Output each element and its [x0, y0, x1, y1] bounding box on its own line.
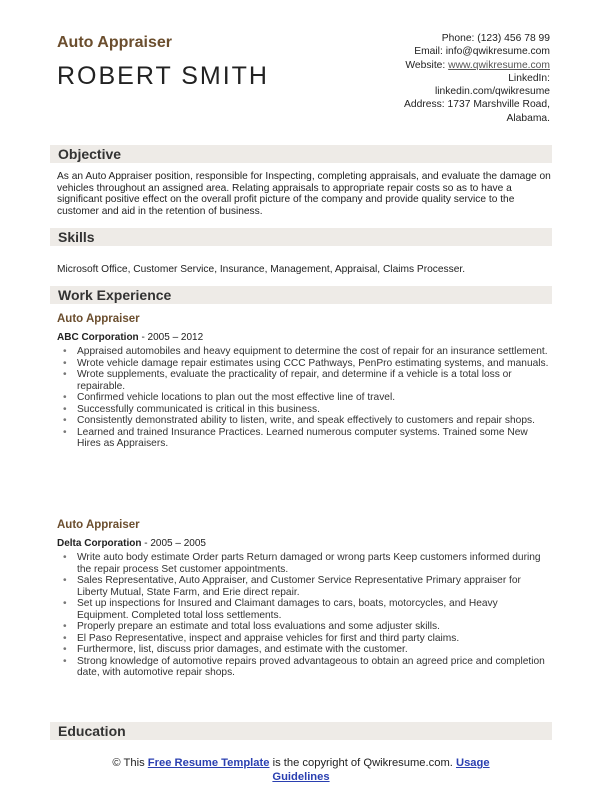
list-item: • Furthermore, list, discuss prior damages, and estimate with the customer.	[57, 644, 551, 656]
section-title-objective: Objective	[58, 146, 122, 162]
copyright-footer: © This Free Resume Template is the copyright of Qwikresume.com. Usage Guidelines	[112, 757, 490, 783]
website-link[interactable]: www.qwikresume.com	[448, 59, 550, 71]
usage-guidelines-link[interactable]: Usage	[456, 757, 490, 769]
objective-text: As an Auto Appraiser position, responsible for Inspecting, completing appraisals, and evaluate the damage on vehicles throughout an assigned area. Relating appraisals to appropriate repair costs so as to have a significant positive effect on the overall profit picture of the company and provide quality service to the customer and aid in the retention of business.	[57, 171, 551, 217]
resume-job-title: Auto Appraiser	[57, 34, 172, 51]
contact-linkedin-label: LinkedIn:	[508, 72, 550, 84]
email-value: info@qwikresume.com	[445, 46, 550, 58]
list-item: • Learned and trained Insurance Practices. Learned numerous computer systems. Trained some New Hires as Appraisers.	[57, 427, 551, 450]
contact-block	[290, 32, 550, 125]
contact-email: Email: info@qwikresume.com	[414, 46, 550, 58]
list-item: • Wrote supplements, evaluate the practicality of repair, and determine if a vehicle is a total loss or repairable.	[57, 369, 551, 392]
job-company: ABC Corporation - 2005 – 2012	[57, 332, 204, 343]
list-item: • Strong knowledge of automotive repairs proved advantageous to obtain an agreed price and completion date, with automotive repair shops.	[57, 656, 551, 679]
list-item: • El Paso Representative, inspect and appraise vehicles for first and third party claims.	[57, 633, 551, 645]
job-role: Auto Appraiser	[57, 313, 140, 325]
list-item: • Appraised automobiles and heavy equipment to determine the cost of repair for an insurance settlement.	[57, 346, 551, 358]
list-item: • Successfully communicated is critical in this business.	[57, 404, 551, 416]
list-item: • Confirmed vehicle locations to plan out the most effective line of travel.	[57, 392, 551, 404]
contact-website: Website: www.qwikresume.com	[405, 59, 550, 71]
job-bullets	[57, 552, 551, 679]
list-item: • Sales Representative, Auto Appraiser, and Customer Service Representative Primary appraiser for Liberty Mutual, State Farm, and Erie direct repair.	[57, 575, 551, 598]
job-company: Delta Corporation - 2005 – 2005	[57, 538, 206, 549]
section-title-education: Education	[58, 723, 126, 739]
list-item: • Wrote vehicle damage repair estimates using CCC Pathways, PenPro estimating systems, and manuals.	[57, 358, 551, 370]
list-item: • Consistently demonstrated ability to listen, write, and speak effectively to customers and repair shops.	[57, 415, 551, 427]
list-item: • Properly prepare an estimate and total loss evaluations and some adjuster skills.	[57, 621, 551, 633]
list-item: • Set up inspections for Insured and Claimant damages to cars, boats, motorcycles, and Heavy Equipment. Completed total loss settlements.	[57, 598, 551, 621]
section-objective	[50, 145, 552, 163]
free-resume-template-link[interactable]: Free Resume Template	[147, 757, 270, 769]
section-title-skills: Skills	[58, 229, 95, 245]
skills-text: Microsoft Office, Customer Service, Insurance, Management, Appraisal, Claims Processer.	[57, 264, 466, 275]
job-entry-1	[57, 312, 551, 450]
section-title-work: Work Experience	[58, 287, 172, 303]
job-bullets	[57, 346, 551, 450]
job-entry-2	[57, 518, 551, 679]
section-work-experience	[50, 286, 552, 304]
candidate-name: ROBERT SMITH	[57, 62, 269, 90]
contact-address: Address: 1737 Marshville Road,	[404, 99, 550, 111]
usage-guidelines-link-continued[interactable]: Guidelines	[272, 770, 330, 783]
contact-phone: Phone: (123) 456 78 99	[441, 33, 550, 44]
section-skills	[50, 228, 552, 246]
contact-linkedin-value: linkedin.com/qwikresume	[434, 86, 550, 98]
contact-address-line2: Alabama.	[506, 112, 550, 124]
job-role: Auto Appraiser	[57, 519, 140, 531]
section-education	[50, 722, 552, 740]
phone-value: (123) 456 78 99	[477, 33, 550, 44]
list-item: • Write auto body estimate Order parts Return damaged or wrong parts Keep customers informed during the repair process Set customer appointments.	[57, 552, 551, 575]
